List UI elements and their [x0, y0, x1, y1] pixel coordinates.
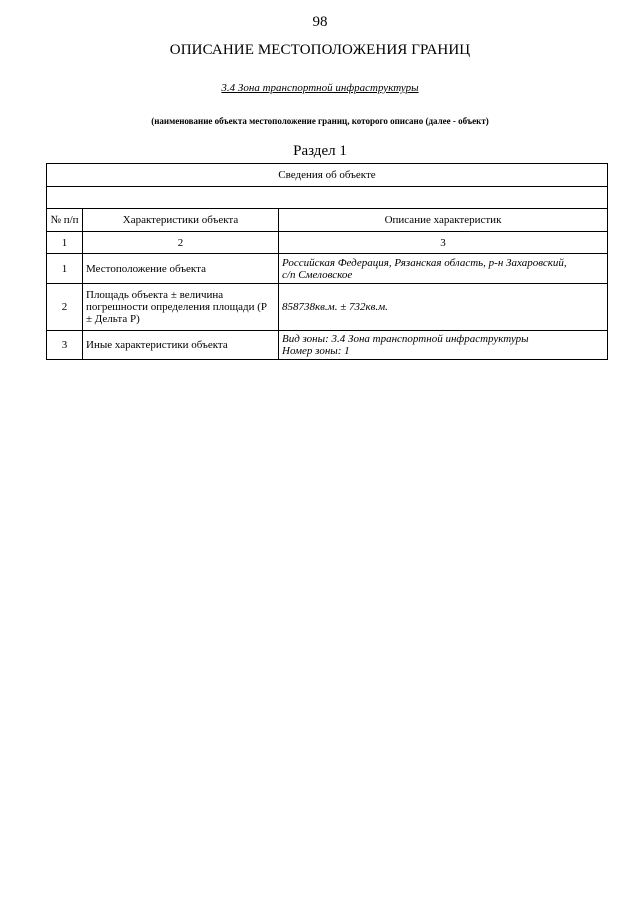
description-line: Номер зоны: 1 — [282, 345, 350, 357]
row-number: 2 — [47, 284, 83, 331]
column-numbers-row — [47, 232, 608, 254]
table-empty-row — [47, 187, 608, 209]
description-line: с/п Смеловское — [282, 268, 353, 281]
column-number: 3 — [279, 232, 608, 254]
row-number: 3 — [47, 331, 83, 360]
row-characteristic: Площадь объекта ± величина погрешности определения площади (Р ± Дельта Р) — [83, 284, 279, 331]
table-header-row — [47, 209, 608, 232]
description-line: 858738кв.м. ± 732кв.м. — [282, 301, 388, 313]
object-name — [0, 82, 640, 94]
object-name-text: 3.4 Зона транспортной инфраструктуры — [221, 82, 419, 94]
column-header-num: № п/п — [47, 209, 83, 232]
table-row — [47, 254, 608, 284]
row-number: 1 — [47, 254, 83, 284]
column-number: 1 — [47, 232, 83, 254]
object-info-table — [46, 163, 608, 360]
page-number: 98 — [312, 14, 328, 30]
row-description — [279, 254, 608, 284]
row-characteristic: Иные характеристики объекта — [83, 331, 279, 360]
object-name-caption: (наименование объекта местоположение границ, которого описано (далее - объект) — [151, 116, 489, 126]
description-line: Российская Федерация, Рязанская область, р-н Захаровский, — [282, 256, 567, 269]
description-line: Вид зоны: 3.4 Зона транспортной инфраструктуры — [282, 333, 529, 345]
column-header-characteristic: Характеристики объекта — [83, 209, 279, 232]
document-title: ОПИСАНИЕ МЕСТОПОЛОЖЕНИЯ ГРАНИЦ — [169, 42, 471, 58]
table-heading: Сведения об объекте — [47, 164, 608, 187]
row-description — [279, 284, 608, 331]
table-row — [47, 331, 608, 360]
row-description — [279, 331, 608, 360]
section-title: Раздел 1 — [293, 143, 347, 159]
table-row — [47, 284, 608, 331]
column-header-description: Описание характеристик — [279, 209, 608, 232]
column-number: 2 — [83, 232, 279, 254]
row-characteristic: Местоположение объекта — [83, 254, 279, 284]
